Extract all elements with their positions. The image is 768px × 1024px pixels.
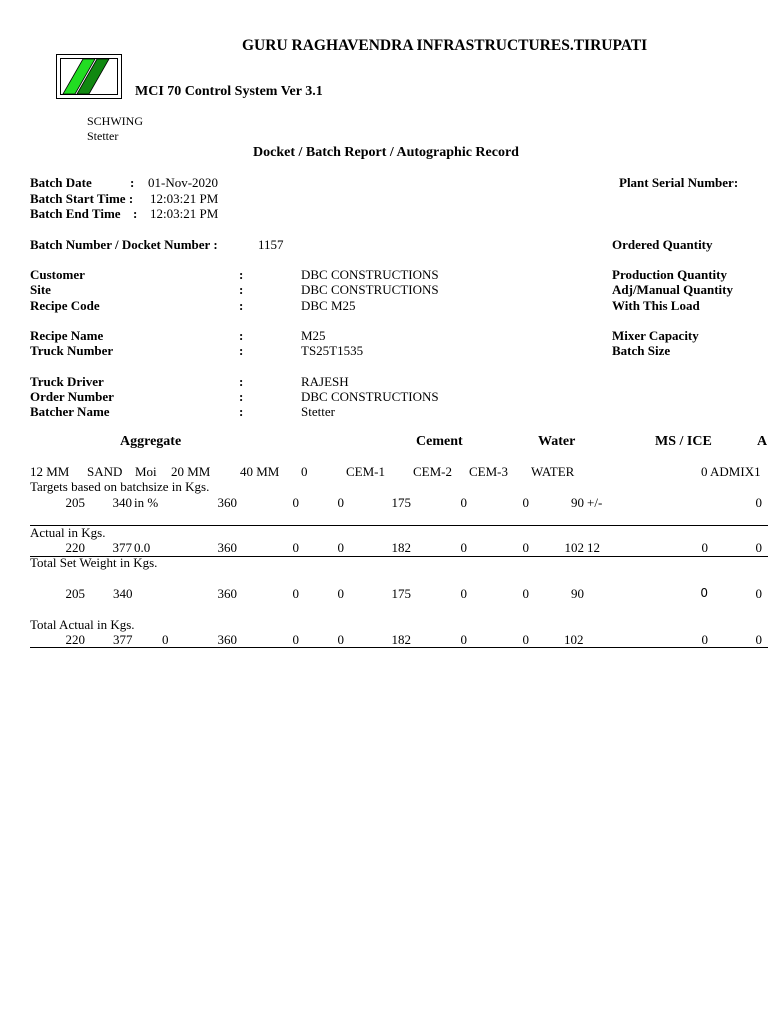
batcher-name-label: Batcher Name (30, 404, 110, 419)
group-ms-ice: MS / ICE (655, 434, 712, 449)
batch-start-label: Batch Start Time : (30, 191, 134, 206)
targets-20mm: 360 (217, 495, 237, 510)
total-set-cem1: 175 (391, 586, 411, 601)
col-sand: SAND (87, 464, 123, 479)
total-set-zero: 0 (337, 586, 344, 601)
col-12mm: 12 MM (30, 464, 70, 479)
plant-serial-label: Plant Serial Number: (619, 175, 739, 190)
recipe-name-value: M25 (301, 328, 326, 343)
total-actual-admix: 0 (755, 632, 762, 647)
site-value: DBC CONSTRUCTIONS (301, 282, 439, 297)
customer-colon: : (239, 267, 244, 282)
mixer-capacity-label: Mixer Capacity (612, 328, 699, 343)
targets-cem3: 0 (522, 495, 529, 510)
col-zero: 0 (301, 464, 308, 479)
batch-number-label: Batch Number / Docket Number : (30, 237, 218, 252)
truck-number-label: Truck Number (30, 343, 114, 358)
batch-date-colon: : (130, 175, 135, 190)
targets-label: Targets based on batchsize in Kgs. (30, 479, 210, 494)
total-set-40mm: 0 (292, 586, 299, 601)
total-actual-zero: 0 (337, 632, 344, 647)
total-actual-20mm: 360 (217, 632, 237, 647)
group-water: Water (538, 434, 576, 449)
actual-cem1: 182 (391, 540, 411, 555)
col-admix1: 0 ADMIX1 (701, 464, 761, 479)
targets-12mm: 205 (65, 495, 85, 510)
recipe-code-label: Recipe Code (30, 298, 100, 313)
total-actual-sand: 377 (113, 632, 133, 647)
truck-driver-colon: : (239, 374, 244, 389)
recipe-code-value: DBC M25 (301, 298, 356, 313)
divider-line (30, 647, 768, 648)
recipe-name-label: Recipe Name (30, 328, 104, 343)
col-water: WATER (531, 464, 575, 479)
group-cut-a: A (757, 434, 768, 449)
total-set-admix: 0 (755, 586, 762, 601)
customer-label: Customer (30, 267, 85, 282)
total-actual-cem2: 0 (460, 632, 467, 647)
order-number-colon: : (239, 389, 244, 404)
batch-date-value: 01-Nov-2020 (148, 175, 219, 190)
total-actual-water: 102 (564, 632, 584, 647)
batch-end-label: Batch End Time (30, 206, 121, 221)
actual-water-tol: 12 (587, 540, 600, 555)
actual-water: 102 (564, 540, 584, 555)
total-actual-40mm: 0 (292, 632, 299, 647)
targets-cem1: 175 (391, 495, 411, 510)
actual-admix: 0 (755, 540, 762, 555)
total-actual-admix-zero: 0 (701, 632, 708, 647)
adj-manual-qty-label: Adj/Manual Quantity (612, 282, 733, 297)
batch-number-value: 1157 (258, 237, 284, 252)
col-40mm: 40 MM (240, 464, 280, 479)
actual-admix-zero: 0 (701, 540, 708, 555)
targets-40mm: 0 (292, 495, 299, 510)
actual-12mm: 220 (65, 540, 85, 555)
actual-label: Actual in Kgs. (30, 525, 106, 540)
total-set-sand: 340 (113, 586, 133, 601)
system-title: MCI 70 Control System Ver 3.1 (135, 84, 323, 99)
total-actual-label: Total Actual in Kgs. (30, 617, 135, 632)
with-this-load-label: With This Load (612, 298, 700, 313)
batcher-name-colon: : (239, 404, 244, 419)
batch-start-value: 12:03:21 PM (150, 191, 219, 206)
actual-cem2: 0 (460, 540, 467, 555)
recipe-name-colon: : (239, 328, 244, 343)
company-title: GURU RAGHAVENDRA INFRASTRUCTURES.TIRUPATI (242, 37, 648, 54)
group-aggregate: Aggregate (120, 434, 182, 449)
batch-end-value: 12:03:21 PM (150, 206, 219, 221)
targets-water: 90 (571, 495, 584, 510)
actual-zero: 0 (337, 540, 344, 555)
total-set-20mm: 360 (217, 586, 237, 601)
col-20mm: 20 MM (171, 464, 211, 479)
truck-driver-label: Truck Driver (30, 374, 104, 389)
total-actual-cem3: 0 (522, 632, 529, 647)
truck-driver-value: RAJESH (301, 374, 349, 389)
targets-water-tol: +/- (587, 495, 603, 510)
total-set-admix-zero: 0 (700, 586, 708, 600)
production-qty-label: Production Quantity (612, 267, 727, 282)
col-cem2: CEM-2 (413, 464, 452, 479)
recipe-code-colon: : (239, 298, 244, 313)
total-set-label: Total Set Weight in Kgs. (30, 555, 158, 570)
col-cem1: CEM-1 (346, 464, 385, 479)
targets-moi: in % (134, 495, 159, 510)
actual-cem3: 0 (522, 540, 529, 555)
targets-sand: 340 (112, 495, 132, 510)
total-actual-12mm: 220 (65, 632, 85, 647)
targets-cem2: 0 (460, 495, 467, 510)
logo-stripes-icon (61, 59, 117, 94)
truck-number-colon: : (239, 343, 244, 358)
total-actual-cem1: 182 (391, 632, 411, 647)
batch-end-colon: : (133, 206, 138, 221)
site-colon: : (239, 282, 244, 297)
actual-20mm: 360 (217, 540, 237, 555)
actual-40mm: 0 (292, 540, 299, 555)
total-set-cem2: 0 (460, 586, 467, 601)
brand-name: SCHWING (87, 114, 143, 128)
report-title: Docket / Batch Report / Autographic Record (253, 145, 519, 160)
total-set-12mm: 205 (65, 586, 85, 601)
order-number-label: Order Number (30, 389, 114, 404)
batch-date-label: Batch Date (30, 175, 92, 190)
total-actual-moi: 0 (162, 632, 169, 647)
targets-admix: 0 (755, 495, 762, 510)
batcher-name-value: Stetter (301, 404, 335, 419)
batch-size-label: Batch Size (612, 343, 671, 358)
col-cem3: CEM-3 (469, 464, 508, 479)
actual-moi: 0.0 (134, 540, 151, 555)
actual-sand: 377 (112, 540, 132, 555)
schwing-logo (56, 54, 122, 99)
total-set-cem3: 0 (522, 586, 529, 601)
truck-number-value: TS25T1535 (301, 343, 364, 358)
brand-sub: Stetter (87, 129, 119, 143)
order-number-value: DBC CONSTRUCTIONS (301, 389, 439, 404)
site-label: Site (30, 282, 51, 297)
customer-value: DBC CONSTRUCTIONS (301, 267, 439, 282)
col-moi: Moi (135, 464, 157, 479)
group-cement: Cement (416, 434, 463, 449)
ordered-qty-label: Ordered Quantity (612, 237, 713, 252)
divider-line (30, 525, 768, 526)
total-set-water: 90 (571, 586, 584, 601)
targets-zero: 0 (337, 495, 344, 510)
